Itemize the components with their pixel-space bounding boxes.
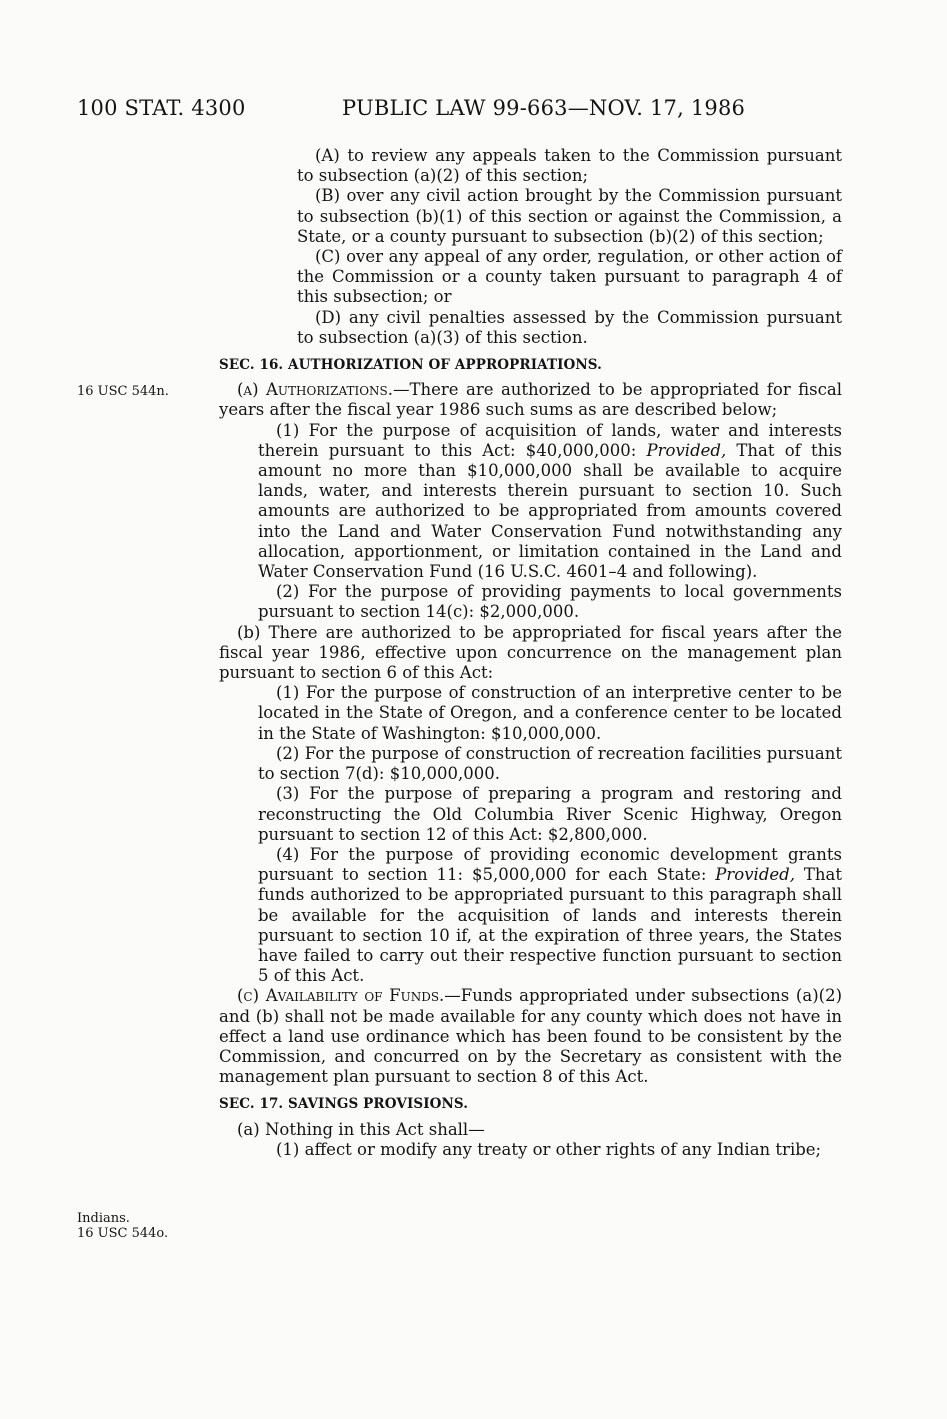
section-16-a [219, 380, 842, 420]
section-17-heading: SEC. 17. SAVINGS PROVISIONS. [219, 1096, 469, 1113]
section-16-a2: (2) For the purpose of providing payments to local governments pursuant to section 14(c): $2,000,000. [258, 582, 842, 622]
section-16-b3: (3) For the purpose of preparing a program and restoring and reconstructing the Old Columbia River Scenic Highway, Oregon pursuant to section 12 of this Act: $2,800,000. [258, 784, 842, 844]
section-16-a1-rest: That of this amount no more than $10,000,000 shall be available to acquire lands, water, and interests therein pursuant to section 10. Such amounts are authorized to be appropriated from amounts covered into the Land and Water Conservation Fund notwithstanding any allocation, apportionment, or limitation contained in the Land and Water Conservation Fund (16 U.S.C. 4601–4 and following). [258, 440, 842, 582]
running-header: PUBLIC LAW 99-663—NOV. 17, 1986 [342, 96, 746, 120]
section-16-a-text: —There are authorized to be appropriated for fiscal years after the fiscal year 1986 such sums as are described below; [219, 380, 842, 420]
page-number-header: 100 STAT. 4300 [77, 96, 246, 120]
section-17-a: (a) Nothing in this Act shall— [237, 1119, 485, 1139]
section-16-b4-provided: Provided, [715, 865, 795, 885]
section-16-b2: (2) For the purpose of construction of recreation facilities pursuant to section 7(d): $10,000,000. [258, 743, 842, 784]
margin-note-indians: Indians. [77, 1211, 130, 1226]
section-16-a1-provided: Provided, [646, 440, 727, 460]
section-16-b4 [219, 845, 842, 986]
section-16-b4-rest: That funds authorized to be appropriated pursuant to this paragraph shall be available for the acquisition of lands and interests therein pursuant to section 10 if, at the expiration of three years, the States have failed to carry out their respective function pursuant to section 5 of this Act. [258, 865, 842, 986]
section-16-b: (b) There are authorized to be appropriated for fiscal years after the fiscal year 1986, effective upon concurrence on the management plan pursuant to section 6 of this Act: [219, 622, 842, 683]
body-text [219, 146, 842, 1160]
section-16-c [219, 986, 842, 1087]
margin-citation-sec17: 16 USC 544o. [77, 1226, 169, 1241]
clause-b: (B) over any civil action brought by the Commission pursuant to subsection (b)(1) of this section or against the Commission, a State, or a county pursuant to subsection (b)(2) of this section; [297, 186, 842, 246]
section-17-a1: (1) affect or modify any treaty or other rights of any Indian tribe; [276, 1139, 822, 1159]
section-16-c-text: —Funds appropriated under subsections (a)(2) and (b) shall not be made available for any county which does not have in effect a land use ordinance which has been found to be consistent by the Commission, and concurred on by the Secretary as consistent with the management plan pursuant to section 8 of this Act. [219, 986, 843, 1087]
section-16-a1 [219, 421, 842, 583]
section-16-b4-start: (4) For the purpose of providing economic development grants pursuant to section 11: $5,000,000 for each State: [258, 844, 842, 885]
clause-a: (A) to review any appeals taken to the Commission pursuant to subsection (a)(2) of this section; [297, 146, 842, 186]
clause-c: (C) over any appeal of any order, regulation, or other action of the Commission or a county taken pursuant to paragraph 4 of this subsection; or [297, 247, 842, 307]
clause-d: (D) any civil penalties assessed by the Commission pursuant to subsection (a)(3) of this section. [297, 307, 842, 347]
section-16-a1-start: (1) For the purpose of acquisition of lands, water and interests therein pursuant to this Act: $40,000,000: [258, 420, 842, 460]
section-16-c-label: (c) Availability of Funds. [237, 986, 445, 1006]
margin-citation-sec16: 16 USC 544n. [77, 384, 169, 399]
section-16-a-label: (a) Authorizations. [237, 380, 393, 400]
section-16-heading: SEC. 16. AUTHORIZATION OF APPROPRIATIONS. [219, 357, 602, 374]
section-16-b1: (1) For the purpose of construction of an interpretive center to be located in the State of Oregon, and a conference center to be located in the State of Washington: $10,000,000. [258, 683, 842, 743]
